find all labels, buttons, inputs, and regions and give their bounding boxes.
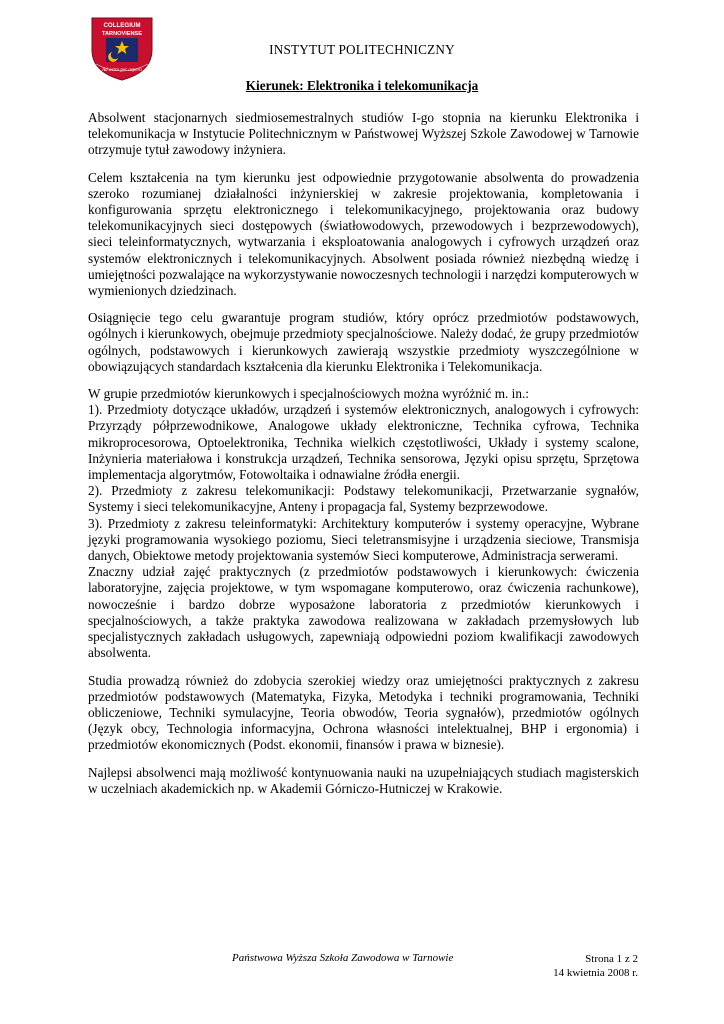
logo-motto: Ad astra per aspera <box>102 68 142 73</box>
institute-title: INSTYTUT POLITECHNICZNY <box>269 42 455 57</box>
subjects-intro: W grupie przedmiotów kierunkowych i specjalnościowych można wyróżnić m. in.: <box>88 386 529 402</box>
paragraph-program: Osiągnięcie tego celu gwarantuje program studiów, który oprócz przedmiotów podstawowych, ogólnych i kierunkowych, obejmuje przedmioty specjalnościowe. Należy dodać, że grupy przedmiotów ogólnych, podstawowych i kierunkowych zawierają wszystkie przedmioty wyszczególnione w obowiązujących standardach kształcenia dla kierunku Elektronika i Telekomunikacja. <box>88 310 639 374</box>
paragraph-continuation: Najlepsi absolwenci mają możliwość kontynuowania nauki na uzupełniających studiach magisterskich w uczelniach akademickich np. w Akademii Górniczo-Hutniczej w Krakowie. <box>88 764 639 796</box>
paragraph-education-goal: Celem kształcenia na tym kierunku jest odpowiednie przygotowanie absolwenta do prowadzenia szeroko rozumianej działalności inżynierskiej w zakresie projektowania, kompletowania i konfigurowania sprzętu elektronicznego i telekomunikacyjnego, projektowania oraz budowy telekomunikacyjnych sieci dostępowych (światłowodowych, przewodowych i bezprzewodowych), sieci teleinformatycznych, wytwarzania i eksploatowania analogowych i cyfrowych urządzeń oraz systemów elektronicznych i telekomunikacyjnych. Absolwent posiada również niezbędną wiedzę i umiejętności pozwalające na wykorzystywanie nowoczesnych technologii i narzędzi komputerowych w wymienionych dziedzinach. <box>88 169 639 299</box>
subjects-item-electronics: 1). Przedmioty dotyczące układów, urządzeń i systemów elektronicznych, analogowych i cyfrowych: Przyrządy półprzewodnikowe, Analogowe układy elektroniczne, Technika cyfrowa, Technika mikroprocesorowa, Optoelektronika, Technika wielkich częstotliwości, Układy i systemy scalone, Inżynieria materiałowa i konstrukcja urządzeń, Technika sensorowa, Języki opisu sprzętu, Sprzętowa implementacja algorytmów, Fotowoltaika i odnawialne źródła energii. <box>88 402 639 483</box>
footer-page-info <box>553 952 638 980</box>
page-number: Strona 1 z 2 <box>585 953 638 965</box>
subjects-item-telecom: 2). Przedmioty z zakresu telekomunikacji: Podstawy telekomunikacji, Przetwarzanie sygnałów, Systemy i sieci telekomunikacyjne, Anteny i propagacja fal, Systemy bezprzewodowe. <box>88 483 639 515</box>
document-body <box>88 110 639 808</box>
footer-institution: Państwowa Wyższa Szkoła Zawodowa w Tarnowie <box>232 952 454 964</box>
subjects-practice: Znaczny udział zajęć praktycznych (z przedmiotów podstawowych i kierunkowych: ćwiczenia laboratoryjne, zajęcia projektowe, w tym wspomagane komputerowo, oraz ćwiczenia rachunkowe), nowocześnie i bardzo dobrze wyposażone laboratoria z przedmiotów kierunkowych i specjalnościowych, a także praktyka zawodowa realizowana w zakładach przemysłowych lub specjalistycznych zakładach usługowych, zapewniają odpowiedni poziom kwalifikacji zawodowych absolwenta. <box>88 564 639 661</box>
direction-heading: Kierunek: Elektronika i telekomunikacja <box>245 78 479 93</box>
paragraph-graduate-title: Absolwent stacjonarnych siedmiosemestralnych studiów I-go stopnia na kierunku Elektronika i telekomunikacja w Instytucie Politechnicznym w Państwowej Wyższej Szkole Zawodowej w Tarnowie otrzymuje tytuł zawodowy inżyniera. <box>88 110 639 158</box>
logo-text-collegium: COLLEGIUM <box>103 22 141 29</box>
subjects-item-teleinformatics: 3). Przedmioty z zakresu teleinformatyki: Architektury komputerów i systemy operacyjne, Wybrane języki programowania wysokiego poziomu, Sieci teletransmisyjne i urządzenia sieciowe, Transmisja danych, Obiektowe metody projektowania systemów Sieci komputerowe, Administracja serwerami. <box>88 515 639 564</box>
subjects-section <box>88 386 639 661</box>
document-date: 14 kwietnia 2008 r. <box>553 967 638 979</box>
paragraph-knowledge: Studia prowadzą również do zdobycia szerokiej wiedzy oraz umiejętności praktycznych z zakresu przedmiotów podstawowych (Matematyka, Fizyka, Metodyka i techniki programowania, Techniki obliczeniowe, Techniki symulacyjne, Teoria obwodów, Teoria sygnałów), przedmiotów ogólnych (Język obcy, Technologia informacyjna, Ochrona własności intelektualnej, BHP i ergonomia) i przedmiotów ekonomicznych (Podst. ekonomii, finansów i prawa w biznesie). <box>88 672 639 753</box>
logo-text-tarnoviense: TARNOVIENSE <box>102 31 142 37</box>
